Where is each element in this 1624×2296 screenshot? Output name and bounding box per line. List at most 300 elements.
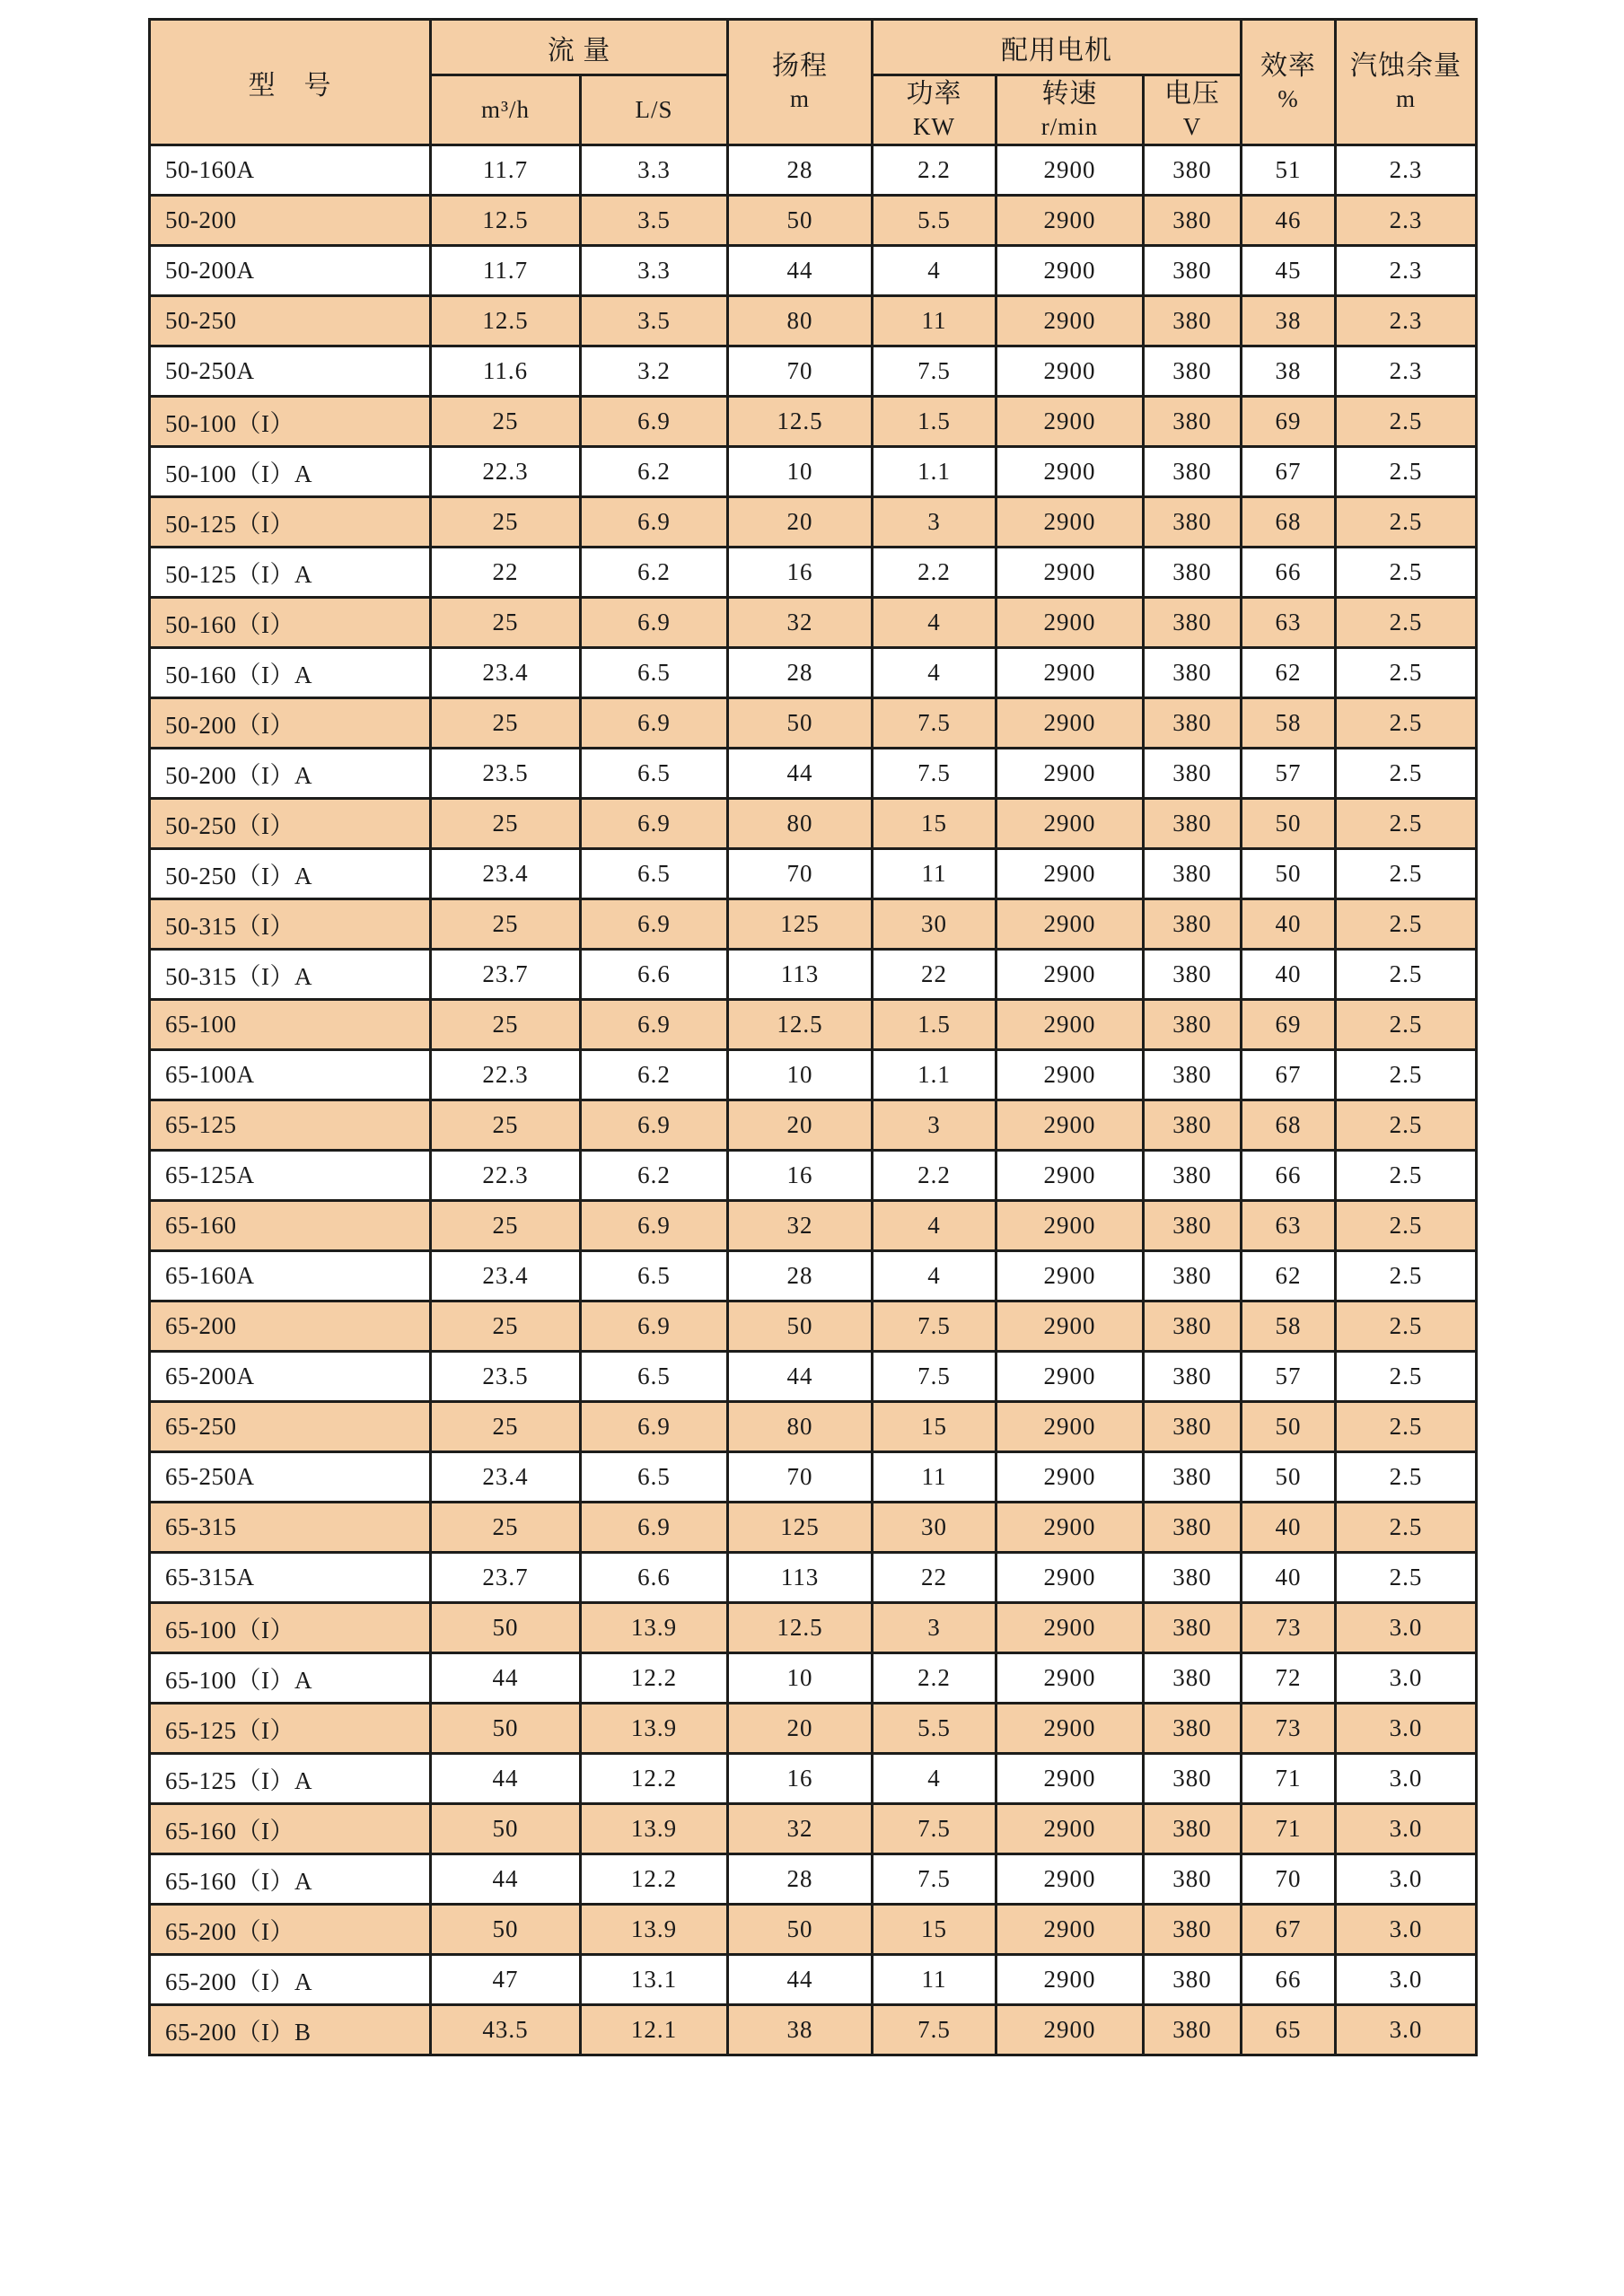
table-row (150, 1854, 1477, 1905)
value-cell: 50 (431, 1905, 581, 1955)
value-cell: 380 (1144, 246, 1242, 296)
value-cell: 50 (728, 1905, 873, 1955)
value-cell: 6.2 (581, 1151, 728, 1201)
value-cell: 13.9 (581, 1804, 728, 1854)
value-cell: 113 (728, 950, 873, 1000)
value-cell: 2.5 (1336, 899, 1477, 950)
value-cell: 50 (1242, 799, 1336, 849)
value-cell: 25 (431, 497, 581, 548)
header-row-1 (150, 20, 1477, 75)
value-cell: 6.9 (581, 799, 728, 849)
value-cell: 70 (1242, 1854, 1336, 1905)
value-cell: 7.5 (873, 1804, 996, 1854)
value-cell: 23.4 (431, 1452, 581, 1503)
value-cell: 380 (1144, 1050, 1242, 1100)
table-row (150, 1603, 1477, 1653)
value-cell: 1.1 (873, 447, 996, 497)
value-cell: 2.5 (1336, 598, 1477, 648)
value-cell: 2900 (996, 1402, 1144, 1452)
value-cell: 380 (1144, 447, 1242, 497)
value-cell: 2.3 (1336, 296, 1477, 346)
value-cell: 66 (1242, 1955, 1336, 2005)
model-cell: 65-315 (150, 1503, 431, 1553)
value-cell: 11.6 (431, 346, 581, 397)
model-cell: 65-125（I）A (150, 1754, 431, 1804)
value-cell: 1.5 (873, 1000, 996, 1050)
value-cell: 12.5 (728, 1603, 873, 1653)
value-cell: 50 (431, 1704, 581, 1754)
value-cell: 80 (728, 1402, 873, 1452)
value-cell: 380 (1144, 1503, 1242, 1553)
model-cell: 50-250A (150, 346, 431, 397)
table-row (150, 145, 1477, 196)
value-cell: 380 (1144, 950, 1242, 1000)
value-cell: 71 (1242, 1754, 1336, 1804)
value-cell: 3 (873, 497, 996, 548)
value-cell: 380 (1144, 145, 1242, 196)
value-cell: 50 (728, 196, 873, 246)
value-cell: 3.0 (1336, 1754, 1477, 1804)
value-cell: 7.5 (873, 346, 996, 397)
value-cell: 3.5 (581, 296, 728, 346)
value-cell: 2900 (996, 1050, 1144, 1100)
value-cell: 20 (728, 497, 873, 548)
col-header-voltage (1144, 75, 1242, 145)
value-cell: 40 (1242, 1553, 1336, 1603)
col-header-voltage-unit: V (1182, 112, 1202, 140)
value-cell: 25 (431, 698, 581, 749)
value-cell: 20 (728, 1704, 873, 1754)
value-cell: 50 (431, 1603, 581, 1653)
value-cell: 12.2 (581, 1653, 728, 1704)
col-header-power-unit: KW (913, 112, 955, 140)
model-cell: 50-200（I） (150, 698, 431, 749)
table-row (150, 1653, 1477, 1704)
model-cell: 65-160 (150, 1201, 431, 1251)
table-row (150, 1905, 1477, 1955)
value-cell: 2.5 (1336, 548, 1477, 598)
model-cell: 50-315（I） (150, 899, 431, 950)
value-cell: 12.2 (581, 1754, 728, 1804)
value-cell: 2900 (996, 1854, 1144, 1905)
model-cell: 50-250（I） (150, 799, 431, 849)
col-header-flow: 流 量 (431, 20, 728, 75)
value-cell: 11 (873, 849, 996, 899)
value-cell: 13.9 (581, 1603, 728, 1653)
value-cell: 7.5 (873, 1352, 996, 1402)
value-cell: 7.5 (873, 749, 996, 799)
value-cell: 71 (1242, 1804, 1336, 1854)
value-cell: 44 (728, 246, 873, 296)
value-cell: 2.5 (1336, 648, 1477, 698)
value-cell: 380 (1144, 1402, 1242, 1452)
value-cell: 25 (431, 1000, 581, 1050)
value-cell: 380 (1144, 296, 1242, 346)
value-cell: 69 (1242, 397, 1336, 447)
model-cell: 65-315A (150, 1553, 431, 1603)
table-row (150, 1955, 1477, 2005)
value-cell: 69 (1242, 1000, 1336, 1050)
table-row (150, 1251, 1477, 1301)
value-cell: 28 (728, 1854, 873, 1905)
value-cell: 380 (1144, 1854, 1242, 1905)
value-cell: 57 (1242, 749, 1336, 799)
value-cell: 25 (431, 598, 581, 648)
value-cell: 2900 (996, 397, 1144, 447)
value-cell: 2.3 (1336, 346, 1477, 397)
value-cell: 6.6 (581, 1553, 728, 1603)
value-cell: 380 (1144, 2005, 1242, 2055)
value-cell: 2.5 (1336, 1352, 1477, 1402)
model-cell: 65-125（I） (150, 1704, 431, 1754)
value-cell: 2900 (996, 196, 1144, 246)
value-cell: 28 (728, 648, 873, 698)
value-cell: 3.5 (581, 196, 728, 246)
value-cell: 4 (873, 1754, 996, 1804)
model-cell: 50-315（I）A (150, 950, 431, 1000)
value-cell: 40 (1242, 950, 1336, 1000)
value-cell: 2.3 (1336, 246, 1477, 296)
col-header-efficiency-label: 效率 (1260, 50, 1317, 81)
model-cell: 50-200 (150, 196, 431, 246)
table-row (150, 497, 1477, 548)
value-cell: 6.9 (581, 1402, 728, 1452)
value-cell: 67 (1242, 1905, 1336, 1955)
value-cell: 2.2 (873, 1151, 996, 1201)
table-row (150, 849, 1477, 899)
col-header-efficiency-unit: % (1277, 84, 1299, 112)
value-cell: 13.9 (581, 1704, 728, 1754)
value-cell: 12.2 (581, 1854, 728, 1905)
table-row (150, 799, 1477, 849)
value-cell: 6.9 (581, 598, 728, 648)
value-cell: 380 (1144, 899, 1242, 950)
col-header-npsh-label: 汽蚀余量 (1350, 50, 1462, 81)
table-row (150, 1000, 1477, 1050)
value-cell: 380 (1144, 849, 1242, 899)
value-cell: 2900 (996, 799, 1144, 849)
value-cell: 16 (728, 1754, 873, 1804)
value-cell: 67 (1242, 447, 1336, 497)
table-row (150, 1754, 1477, 1804)
value-cell: 2900 (996, 1100, 1144, 1151)
table-header (150, 20, 1477, 145)
model-cell: 65-100A (150, 1050, 431, 1100)
value-cell: 2.5 (1336, 698, 1477, 749)
value-cell: 63 (1242, 598, 1336, 648)
table-row (150, 698, 1477, 749)
table-row (150, 1301, 1477, 1352)
col-header-npsh-unit: m (1396, 84, 1417, 112)
value-cell: 80 (728, 799, 873, 849)
value-cell: 58 (1242, 1301, 1336, 1352)
value-cell: 23.4 (431, 648, 581, 698)
value-cell: 44 (728, 1955, 873, 2005)
value-cell: 2.5 (1336, 1000, 1477, 1050)
value-cell: 22.3 (431, 447, 581, 497)
value-cell: 2900 (996, 296, 1144, 346)
value-cell: 2900 (996, 1754, 1144, 1804)
model-cell: 50-125（I）A (150, 548, 431, 598)
value-cell: 23.7 (431, 1553, 581, 1603)
model-cell: 65-160A (150, 1251, 431, 1301)
value-cell: 2.5 (1336, 1503, 1477, 1553)
table-row (150, 447, 1477, 497)
value-cell: 380 (1144, 1452, 1242, 1503)
value-cell: 380 (1144, 1301, 1242, 1352)
value-cell: 6.5 (581, 1251, 728, 1301)
value-cell: 3.0 (1336, 2005, 1477, 2055)
value-cell: 22 (873, 950, 996, 1000)
value-cell: 6.5 (581, 648, 728, 698)
value-cell: 4 (873, 598, 996, 648)
value-cell: 6.2 (581, 548, 728, 598)
value-cell: 50 (1242, 1402, 1336, 1452)
value-cell: 4 (873, 1201, 996, 1251)
value-cell: 72 (1242, 1653, 1336, 1704)
value-cell: 3.0 (1336, 1704, 1477, 1754)
value-cell: 380 (1144, 1653, 1242, 1704)
value-cell: 2.5 (1336, 1050, 1477, 1100)
model-cell: 50-250 (150, 296, 431, 346)
value-cell: 6.9 (581, 1503, 728, 1553)
col-header-model: 型 号 (150, 20, 431, 145)
value-cell: 80 (728, 296, 873, 346)
value-cell: 380 (1144, 1201, 1242, 1251)
table-row (150, 246, 1477, 296)
value-cell: 380 (1144, 1804, 1242, 1854)
model-cell: 65-200A (150, 1352, 431, 1402)
value-cell: 32 (728, 1804, 873, 1854)
col-header-npsh (1336, 20, 1477, 145)
value-cell: 2900 (996, 346, 1144, 397)
value-cell: 3.0 (1336, 1804, 1477, 1854)
value-cell: 380 (1144, 648, 1242, 698)
value-cell: 50 (728, 698, 873, 749)
value-cell: 46 (1242, 196, 1336, 246)
value-cell: 25 (431, 1201, 581, 1251)
table-row (150, 648, 1477, 698)
value-cell: 3.3 (581, 246, 728, 296)
col-header-voltage-label: 电压 (1164, 78, 1220, 109)
value-cell: 6.9 (581, 1000, 728, 1050)
value-cell: 68 (1242, 1100, 1336, 1151)
table-row (150, 950, 1477, 1000)
value-cell: 380 (1144, 346, 1242, 397)
value-cell: 1.5 (873, 397, 996, 447)
model-cell: 65-100（I） (150, 1603, 431, 1653)
value-cell: 23.4 (431, 1251, 581, 1301)
value-cell: 7.5 (873, 1301, 996, 1352)
table-row (150, 598, 1477, 648)
value-cell: 23.5 (431, 749, 581, 799)
value-cell: 11 (873, 296, 996, 346)
value-cell: 2.5 (1336, 397, 1477, 447)
value-cell: 3.2 (581, 346, 728, 397)
value-cell: 2.5 (1336, 1251, 1477, 1301)
value-cell: 47 (431, 1955, 581, 2005)
value-cell: 380 (1144, 1905, 1242, 1955)
table-row (150, 1503, 1477, 1553)
col-header-flow-ls: L/S (581, 75, 728, 145)
value-cell: 25 (431, 1402, 581, 1452)
table-row (150, 899, 1477, 950)
model-cell: 50-100（I）A (150, 447, 431, 497)
value-cell: 2900 (996, 145, 1144, 196)
model-cell: 65-250 (150, 1402, 431, 1452)
value-cell: 57 (1242, 1352, 1336, 1402)
value-cell: 22.3 (431, 1050, 581, 1100)
value-cell: 380 (1144, 1251, 1242, 1301)
value-cell: 44 (728, 1352, 873, 1402)
value-cell: 2900 (996, 1955, 1144, 2005)
model-cell: 65-100（I）A (150, 1653, 431, 1704)
value-cell: 65 (1242, 2005, 1336, 2055)
value-cell: 380 (1144, 1553, 1242, 1603)
model-cell: 50-200A (150, 246, 431, 296)
value-cell: 68 (1242, 497, 1336, 548)
col-header-power-label: 功率 (906, 78, 962, 109)
value-cell: 380 (1144, 1704, 1242, 1754)
value-cell: 2900 (996, 749, 1144, 799)
value-cell: 13.9 (581, 1905, 728, 1955)
value-cell: 2900 (996, 1251, 1144, 1301)
value-cell: 2900 (996, 1301, 1144, 1352)
value-cell: 380 (1144, 598, 1242, 648)
value-cell: 6.2 (581, 447, 728, 497)
value-cell: 66 (1242, 548, 1336, 598)
value-cell: 11 (873, 1955, 996, 2005)
value-cell: 25 (431, 1503, 581, 1553)
model-cell: 50-160A (150, 145, 431, 196)
value-cell: 40 (1242, 899, 1336, 950)
value-cell: 62 (1242, 648, 1336, 698)
value-cell: 50 (431, 1804, 581, 1854)
value-cell: 3.0 (1336, 1603, 1477, 1653)
value-cell: 2900 (996, 1201, 1144, 1251)
pump-spec-table (148, 18, 1478, 2056)
value-cell: 32 (728, 598, 873, 648)
value-cell: 2900 (996, 1452, 1144, 1503)
value-cell: 2900 (996, 497, 1144, 548)
table-row (150, 1402, 1477, 1452)
value-cell: 50 (1242, 849, 1336, 899)
value-cell: 3.0 (1336, 1955, 1477, 2005)
value-cell: 2.5 (1336, 1151, 1477, 1201)
value-cell: 38 (1242, 346, 1336, 397)
value-cell: 3 (873, 1603, 996, 1653)
value-cell: 380 (1144, 1151, 1242, 1201)
col-header-head (728, 20, 873, 145)
value-cell: 25 (431, 1301, 581, 1352)
value-cell: 5.5 (873, 1704, 996, 1754)
model-cell: 65-125 (150, 1100, 431, 1151)
value-cell: 25 (431, 799, 581, 849)
value-cell: 380 (1144, 1754, 1242, 1804)
value-cell: 44 (431, 1854, 581, 1905)
value-cell: 38 (1242, 296, 1336, 346)
value-cell: 6.5 (581, 749, 728, 799)
value-cell: 67 (1242, 1050, 1336, 1100)
value-cell: 63 (1242, 1201, 1336, 1251)
value-cell: 43.5 (431, 2005, 581, 2055)
col-header-head-unit: m (789, 84, 810, 112)
value-cell: 7.5 (873, 2005, 996, 2055)
model-cell: 50-125（I） (150, 497, 431, 548)
value-cell: 15 (873, 1905, 996, 1955)
model-cell: 65-200（I）A (150, 1955, 431, 2005)
value-cell: 2.2 (873, 145, 996, 196)
table-row (150, 346, 1477, 397)
table-row (150, 1151, 1477, 1201)
value-cell: 58 (1242, 698, 1336, 749)
value-cell: 2900 (996, 1653, 1144, 1704)
value-cell: 3.0 (1336, 1653, 1477, 1704)
value-cell: 380 (1144, 196, 1242, 246)
model-cell: 50-160（I）A (150, 648, 431, 698)
value-cell: 2900 (996, 849, 1144, 899)
value-cell: 70 (728, 849, 873, 899)
value-cell: 2.3 (1336, 196, 1477, 246)
value-cell: 25 (431, 397, 581, 447)
table-row (150, 1553, 1477, 1603)
value-cell: 2900 (996, 950, 1144, 1000)
table-row (150, 1100, 1477, 1151)
value-cell: 7.5 (873, 1854, 996, 1905)
model-cell: 65-250A (150, 1452, 431, 1503)
value-cell: 380 (1144, 397, 1242, 447)
value-cell: 23.5 (431, 1352, 581, 1402)
value-cell: 380 (1144, 1955, 1242, 2005)
value-cell: 380 (1144, 799, 1242, 849)
model-cell: 50-100（I） (150, 397, 431, 447)
value-cell: 2900 (996, 1000, 1144, 1050)
value-cell: 23.4 (431, 849, 581, 899)
value-cell: 4 (873, 246, 996, 296)
model-cell: 65-125A (150, 1151, 431, 1201)
value-cell: 2.5 (1336, 1301, 1477, 1352)
value-cell: 10 (728, 1653, 873, 1704)
value-cell: 7.5 (873, 698, 996, 749)
value-cell: 11 (873, 1452, 996, 1503)
value-cell: 125 (728, 1503, 873, 1553)
table-body (150, 145, 1477, 2055)
value-cell: 22 (431, 548, 581, 598)
value-cell: 6.5 (581, 1452, 728, 1503)
value-cell: 6.5 (581, 1352, 728, 1402)
value-cell: 62 (1242, 1251, 1336, 1301)
value-cell: 380 (1144, 1000, 1242, 1050)
value-cell: 2.5 (1336, 1201, 1477, 1251)
table-row (150, 749, 1477, 799)
value-cell: 380 (1144, 497, 1242, 548)
value-cell: 70 (728, 1452, 873, 1503)
value-cell: 44 (728, 749, 873, 799)
value-cell: 2900 (996, 1503, 1144, 1553)
col-header-head-label: 扬程 (772, 50, 828, 81)
value-cell: 23.7 (431, 950, 581, 1000)
value-cell: 38 (728, 2005, 873, 2055)
table-row (150, 548, 1477, 598)
value-cell: 2900 (996, 447, 1144, 497)
pump-spec-table-wrap (148, 18, 1475, 2056)
value-cell: 12.5 (728, 1000, 873, 1050)
value-cell: 12.5 (431, 296, 581, 346)
value-cell: 1.1 (873, 1050, 996, 1100)
model-cell: 50-160（I） (150, 598, 431, 648)
value-cell: 6.9 (581, 1201, 728, 1251)
table-row (150, 2005, 1477, 2055)
